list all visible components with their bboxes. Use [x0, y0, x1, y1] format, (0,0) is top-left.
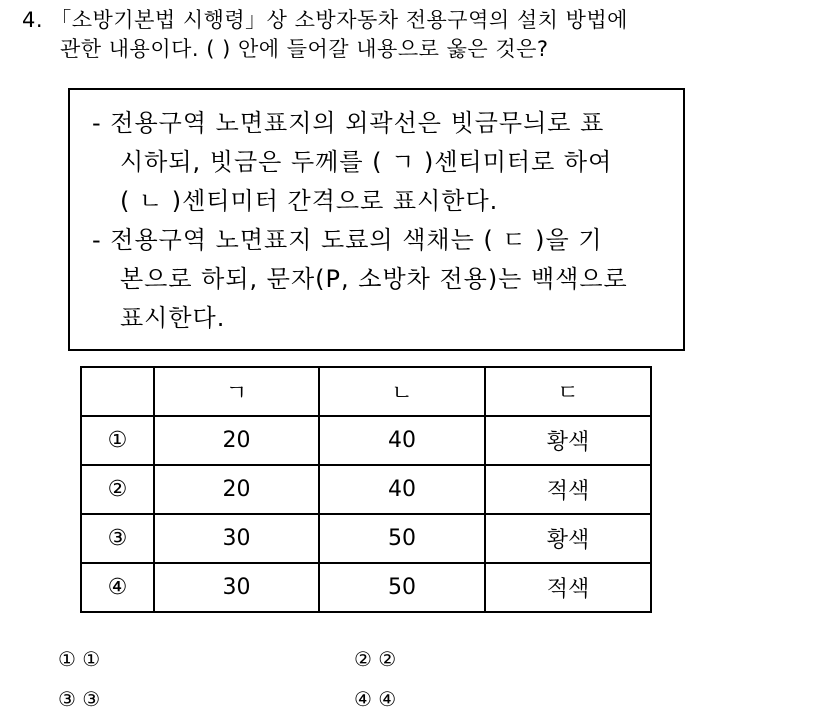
choice-3[interactable]: ③ ③: [58, 687, 101, 711]
choice-2[interactable]: ② ②: [354, 647, 397, 671]
table-cell: ③: [81, 514, 154, 563]
header-cell: [81, 367, 154, 416]
table-header-row: [81, 367, 651, 416]
passage-line: - 전용구역 노면표지의 외곽선은 빗금무늬로 표: [92, 109, 605, 137]
passage-box: [68, 88, 685, 351]
table-row: [81, 416, 651, 465]
table-cell: ②: [81, 465, 154, 514]
table-cell: 40: [319, 465, 485, 514]
passage-line: 시하되, 빗금은 두께를 ( ㄱ )센티미터로 하여: [120, 148, 613, 176]
question-text: [22, 6, 628, 64]
header-cell: ㄱ: [154, 367, 319, 416]
table-cell: ①: [81, 416, 154, 465]
question-line-1: 4. 「소방기본법 시행령」상 소방자동차 전용구역의 설치 방법에: [22, 8, 628, 32]
table-row: [81, 465, 651, 514]
table-cell: ④: [81, 563, 154, 612]
passage-line: - 전용구역 노면표지 도료의 색채는 ( ㄷ )을 기: [92, 226, 603, 254]
table-cell: 50: [319, 514, 485, 563]
table-row: [81, 563, 651, 612]
table-cell: 30: [154, 514, 319, 563]
table-cell: 적색: [485, 563, 651, 612]
table-cell: 적색: [485, 465, 651, 514]
table-cell: 30: [154, 563, 319, 612]
passage-line: ( ㄴ )센티미터 간격으로 표시한다.: [120, 187, 499, 215]
table-cell: 20: [154, 416, 319, 465]
header-cell: ㄷ: [485, 367, 651, 416]
table-row: [81, 514, 651, 563]
table-cell: 20: [154, 465, 319, 514]
answer-table: [80, 366, 652, 613]
table-cell: 50: [319, 563, 485, 612]
choice-4[interactable]: ④ ④: [354, 687, 397, 711]
table-cell: 40: [319, 416, 485, 465]
passage-line: 표시한다.: [120, 304, 226, 332]
question-line-2: 관한 내용이다. ( ) 안에 들어갈 내용으로 옳은 것은?: [60, 37, 549, 61]
table-cell: 황색: [485, 514, 651, 563]
choice-1[interactable]: ① ①: [58, 647, 101, 671]
header-cell: ㄴ: [319, 367, 485, 416]
passage-line: 본으로 하되, 문자(P, 소방차 전용)는 백색으로: [120, 265, 628, 293]
table-cell: 황색: [485, 416, 651, 465]
